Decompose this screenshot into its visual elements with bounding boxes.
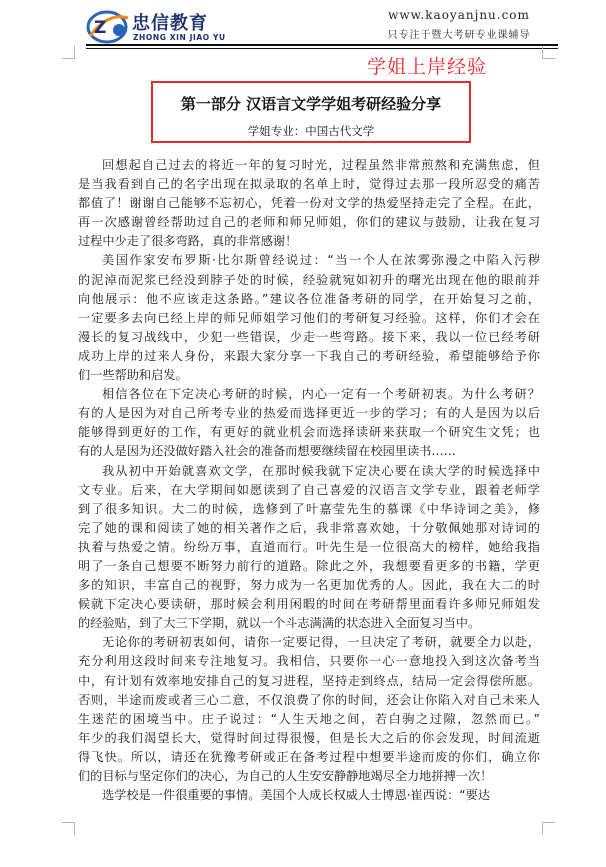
- text-line: 向他展示：他不应该走这条路。”建议各位准备考研的同学，在开始复习之前，: [78, 291, 540, 306]
- text-line: 们一些帮助和启发。: [78, 368, 188, 383]
- text-line: 否则，半途而废或者三心二意，不仅浪费了你的时间，还会让你陷入对自己未来人: [78, 692, 540, 707]
- text-line: 执着与热爱之情。纷纷万事，直道而行。叶先生是一位很高大的榜样，她给我指: [78, 539, 540, 554]
- paragraph: [78, 156, 540, 251]
- text-line: 候就下定决心要读研，那时候会利用闲暇的时间在考研帮里面看许多师兄师姐发: [78, 597, 540, 612]
- brand-name-en: ZHONG XIN JIAO YU: [133, 33, 226, 42]
- text-line: 成功上岸的过来人身份，来跟大家分享一下我自己的考研经验，希望能够给予你: [78, 348, 540, 363]
- text-line: 完了她的课和阅读了她的相关著作之后，我非常喜欢她，十分敬佩她那对诗词的: [78, 520, 540, 535]
- header-rule-thick: [86, 44, 558, 46]
- text-line: 选学校是一件很重要的事情。美国个人成长权威人士博恩·崔西说：“要达: [102, 788, 491, 803]
- margin-corner-bottom-left: [62, 822, 75, 835]
- text-line: 的经验贴，到了大三下学期，就以一个斗志满满的状态进入全面复习当中。: [78, 616, 481, 631]
- page-header: [0, 0, 606, 52]
- text-line: 我从初中开始就喜欢文学，在那时候我就下定决心要在读大学的时候选择中: [102, 463, 540, 478]
- paragraph: [78, 633, 540, 786]
- text-line: 能够得到更好的工作，有更好的就业机会而选择读研来获取一个研究生文凭；也: [78, 425, 540, 440]
- text-line: 是当我看到自己的名字出现在拟录取的名单上时，觉得过去那一段所忍受的痛苦: [78, 177, 540, 192]
- brand-name: 忠信教育: [132, 13, 208, 34]
- margin-corner-top-right: [542, 46, 555, 59]
- text-line: 一定要多去向已经上岸的师兄师姐学习他们的考研复习经验。这样，你们才会在: [78, 310, 540, 325]
- brand-logo: [86, 6, 226, 48]
- text-line: 明了一条自己想要不断努力前行的道路。除此之外，我想要看更多的书籍，学更: [78, 558, 540, 573]
- text-line: 过程中少走了很多弯路，真的非常感谢！: [78, 234, 298, 249]
- text-line: 有的人是因为对自己所考专业的热爱而选择更近一步的学习；有的人是因为以后: [78, 406, 540, 421]
- site-url: www.kaoyanjnu.com: [388, 8, 530, 22]
- text-line: 们的目标与坚定你们的决心，为自己的人生安安静静地竭尽全力地拼搏一次！: [78, 769, 493, 783]
- margin-corner-bottom-right: [542, 822, 555, 835]
- text-line: 都值了！谢谢自己能够不忘初心，凭着一份对文学的热爱坚持走完了全程。在此，: [78, 196, 540, 211]
- experience-badge: 学姐上岸经验: [366, 56, 487, 78]
- paragraph: [78, 385, 540, 461]
- text-line: 年少的我们渴望长大，觉得时间过得很慢，但是长大之后的你会发现，时间流逝: [78, 730, 540, 745]
- paragraph: [78, 251, 540, 385]
- title-box: [151, 81, 471, 143]
- site-tagline: 只专注于暨大考研专业课辅导: [387, 30, 531, 41]
- brand-logo-icon: [86, 6, 130, 46]
- text-line: 的泥淖而泥浆已经没到脖子处的时候，经验就宛如初升的曙光出现在他的眼前并: [78, 272, 540, 287]
- text-line: 生迷茫的困境当中。庄子说过：“人生天地之间，若白驹之过隙，忽然而已。”: [78, 711, 540, 726]
- text-line: 得飞快。所以，请还在犹豫考研或正在备考过程中想要半途而废的你们，确立你: [78, 749, 540, 764]
- header-rule-thin: [86, 48, 558, 49]
- paragraph: [78, 786, 540, 805]
- page-subtitle: 学姐专业：中国古代文学: [247, 124, 375, 138]
- text-line: 美国作家安布罗斯·比尔斯曾经说过：“当一个人在浓雾弥漫之中陷入污秽: [102, 253, 540, 268]
- text-line: 充分利用这段时间来专注地复习。我相信，只要你一心一意地投入到这次备考当: [78, 654, 540, 669]
- text-line: 中，有计划有效率地安排自己的复习进程，坚持走到终点，结局一定会得偿所愿。: [78, 673, 540, 688]
- text-line: 回想起自己过去的将近一年的复习时光，过程虽然非常煎熬和充满焦虑，但: [102, 158, 540, 172]
- text-line: 相信各位在下定决心考研的时候，内心一定有一个考研初衷。为什么考研？: [102, 387, 540, 402]
- page-title: 第一部分 汉语言文学学姐考研经验分享: [180, 95, 442, 113]
- text-line: 无论你的考研初衷如何，请你一定要记得，一旦决定了考研，就要全力以赴，: [102, 635, 540, 650]
- text-line: 有的人是因为还没做好踏入社会的准备而想要继续留在校园里读书……: [78, 444, 456, 459]
- article-body: [78, 156, 540, 805]
- text-line: 多的知识，丰富自己的视野，努力成为一名更加优秀的人。因此，我在大二的时: [78, 578, 540, 593]
- text-line: 文专业。后来，在大学期间如愿读到了自己喜爱的汉语言文学专业，跟着老师学: [78, 482, 540, 497]
- paragraph: [78, 462, 540, 634]
- margin-corner-top-left: [62, 46, 75, 59]
- text-line: 到了很多知识。大二的时候，选修到了叶嘉莹先生的慕课《中华诗词之美》，修: [78, 501, 540, 516]
- text-line: 再一次感谢曾经帮助过自己的老师和师兄师姐，你们的建议与鼓励，让我在复习: [78, 215, 540, 230]
- svg-text:Z: Z: [94, 18, 107, 38]
- text-line: 漫长的复习战线中，少犯一些错误，少走一些弯路。接下来，我以一位已经考研: [78, 329, 540, 344]
